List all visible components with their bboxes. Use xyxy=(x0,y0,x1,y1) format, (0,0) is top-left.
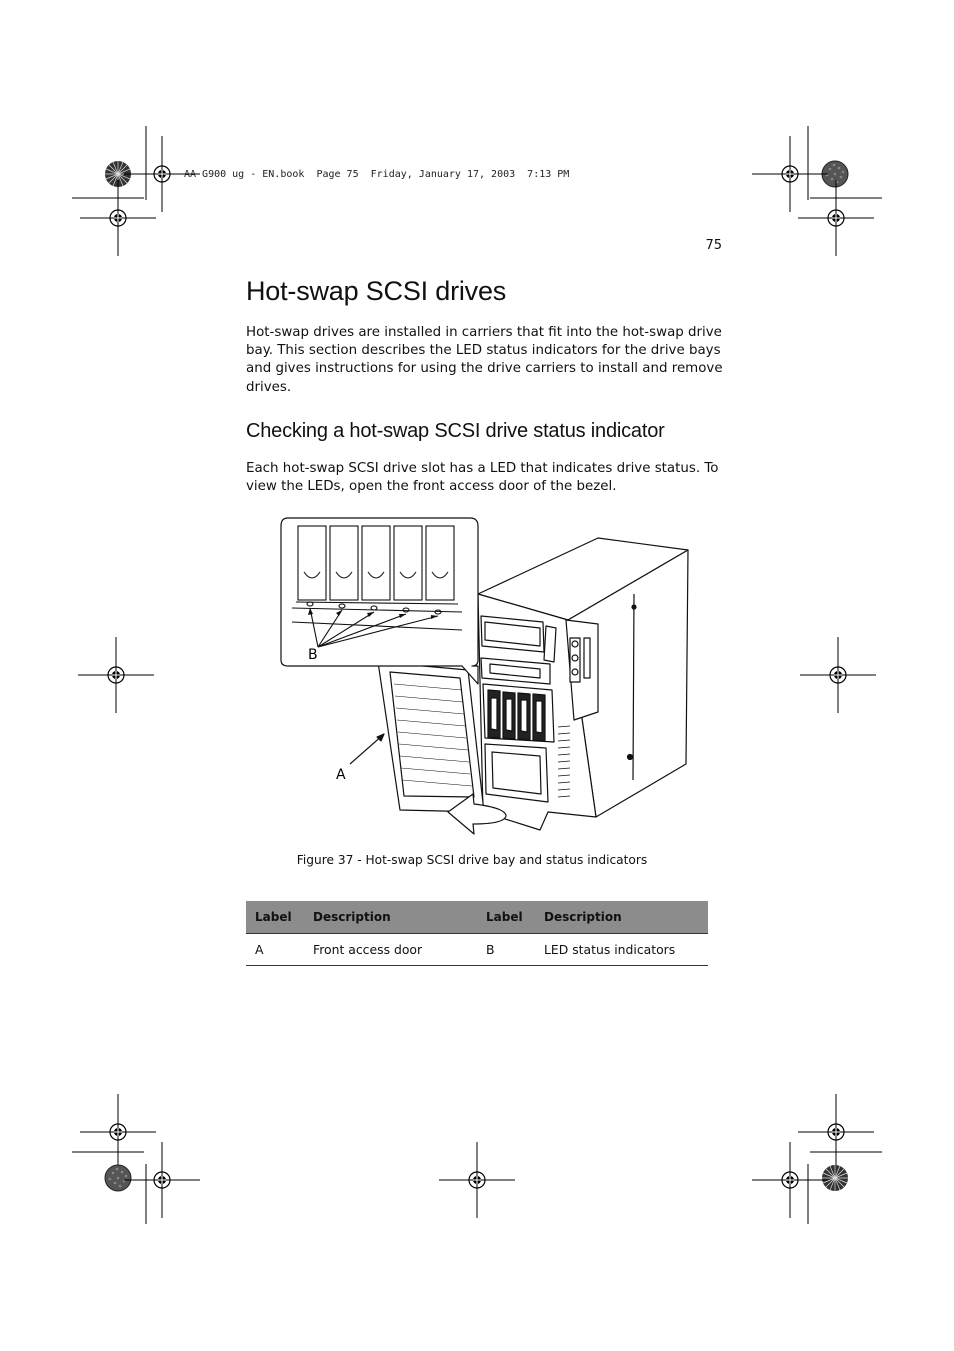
label-legend-table xyxy=(246,901,708,966)
callout-a-label: A xyxy=(336,767,346,783)
table-header-row xyxy=(246,901,708,934)
header-label-1: Label xyxy=(246,901,304,934)
section-title: Checking a hot-swap SCSI drive status indicator xyxy=(246,420,665,442)
table-row xyxy=(246,934,708,966)
print-header: AA G900 ug - EN.book Page 75 Friday, January 17, 2003 7:13 PM xyxy=(184,169,570,180)
intro-paragraph: Hot-swap drives are installed in carriers that fit into the hot-swap drive bay. This section describes the LED status indicators for the drive bays and gives instructions for using the drive carriers to install and remove drives. xyxy=(246,325,723,395)
page-number: 75 xyxy=(705,238,722,253)
header-description-1: Description xyxy=(304,901,477,934)
page-title: Hot-swap SCSI drives xyxy=(246,276,507,306)
header-label-2: Label xyxy=(477,901,535,934)
section-paragraph: Each hot-swap SCSI drive slot has a LED that indicates drive status. To view the LEDs, open the front access door of the bezel. xyxy=(246,461,719,495)
row-description-b: LED status indicators xyxy=(535,934,708,966)
row-description-a: Front access door xyxy=(304,934,477,966)
server-illustration xyxy=(278,512,698,837)
header-description-2: Description xyxy=(535,901,708,934)
callout-b-label: B xyxy=(308,647,318,663)
row-label-a: A xyxy=(246,934,304,966)
figure-caption: Figure 37 - Hot-swap SCSI drive bay and status indicators xyxy=(296,853,648,867)
row-label-b: B xyxy=(477,934,535,966)
